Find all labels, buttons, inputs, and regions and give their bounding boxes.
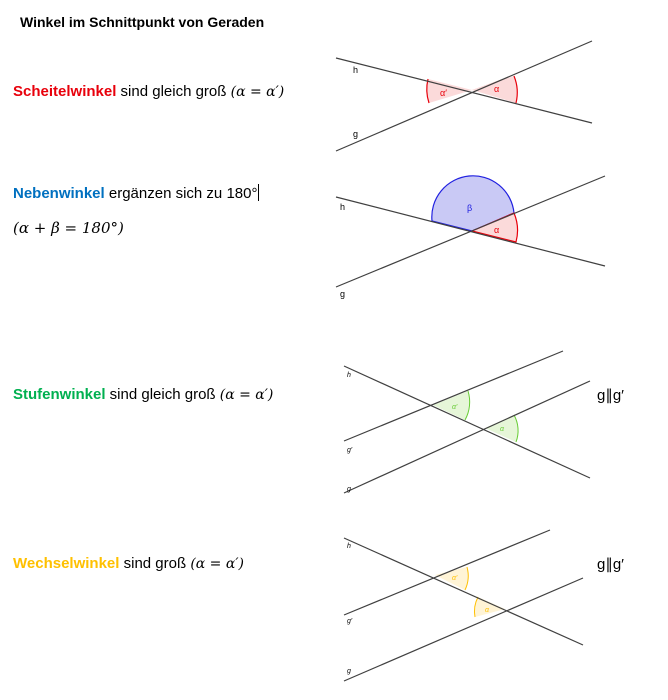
angle-label-alpha: α (485, 607, 489, 614)
statement-text: sind groß (119, 555, 191, 572)
formula: (α = α′) (190, 556, 244, 572)
statement-text: sind gleich groß (116, 83, 231, 100)
line-label-g-prime: g′ (347, 447, 353, 454)
line-label-h: h (353, 65, 359, 75)
line-label-h: h (340, 202, 346, 212)
line-h (344, 366, 590, 478)
line-label-g: g (353, 129, 359, 139)
line-g-prime (344, 530, 550, 615)
formula: (α = α′) (230, 84, 285, 100)
angle-label-alpha-prime: α′ (452, 575, 458, 582)
parallel-note: g∥g′ (597, 556, 624, 573)
line-label-h: h (347, 372, 351, 379)
figure-scheitelwinkel (336, 41, 592, 151)
line-g-prime (344, 351, 563, 441)
statement-text: ergänzen sich zu 180° (104, 185, 258, 202)
line-label-g: g (340, 289, 346, 299)
line-label-g-prime: g′ (347, 618, 353, 625)
angle-label-alpha: α (500, 426, 504, 433)
page-title: Winkel im Schnittpunkt von Geraden (20, 14, 265, 30)
angle-label-alpha-prime: α′ (452, 404, 458, 411)
angle-label-alpha-prime: α′ (440, 88, 447, 98)
term-wechselwinkel: Wechselwinkel (13, 555, 120, 572)
figure-stufenwinkel (344, 351, 590, 493)
term-scheitelwinkel: Scheitelwinkel (13, 83, 117, 100)
term-nebenwinkel: Nebenwinkel (13, 185, 105, 202)
line-label-h: h (347, 543, 351, 550)
formula: (α + β = 180°) (13, 219, 124, 237)
statement-text: sind gleich groß (105, 386, 220, 403)
angle-label-alpha: α (494, 225, 500, 235)
angle-label-alpha: α (494, 84, 500, 94)
term-stufenwinkel: Stufenwinkel (13, 386, 106, 403)
figure-wechselwinkel (344, 530, 583, 681)
line-label-g: g (347, 668, 351, 675)
angle-label-beta: β (467, 203, 473, 213)
line-g (336, 41, 592, 151)
line-label-g: g (347, 486, 351, 493)
formula: (α = α′) (219, 387, 274, 403)
parallel-note: g∥g′ (597, 387, 624, 404)
line-h (336, 58, 592, 123)
figure-nebenwinkel (336, 176, 605, 299)
